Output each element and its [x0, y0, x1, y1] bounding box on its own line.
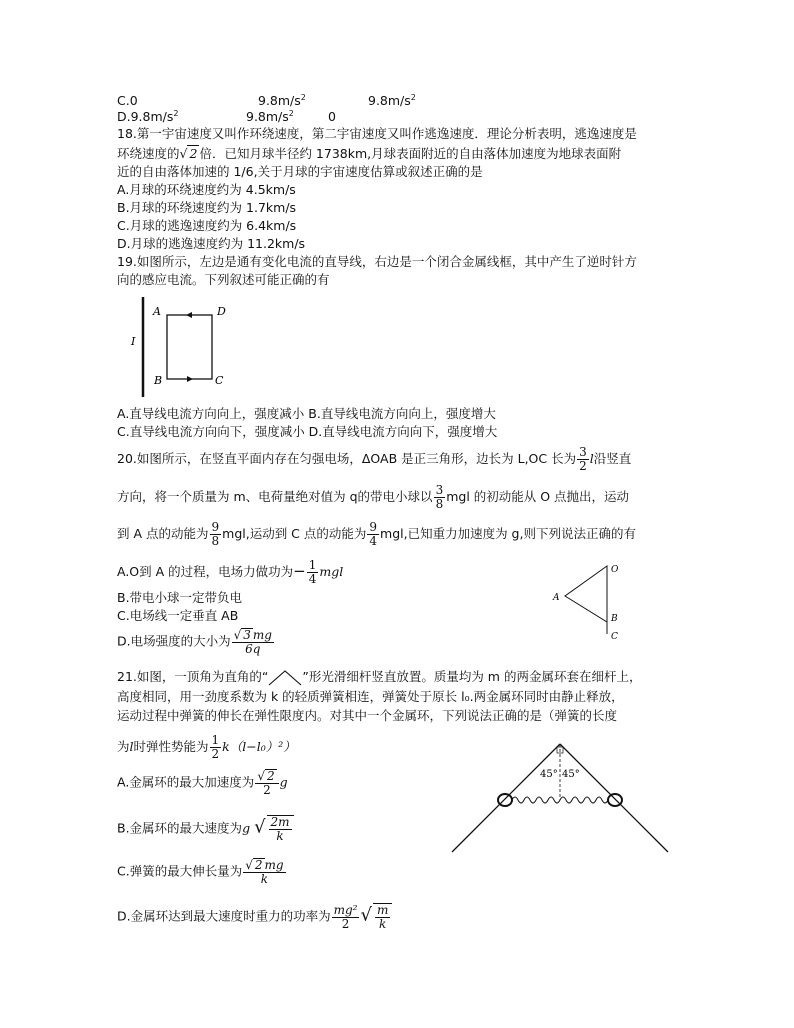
q18-stem-line1: 18.第一宇宙速度又叫作环绕速度，第二宇宙速度又叫作逃逸速度．理论分析表明，逃逸速度是 [117, 126, 637, 141]
q20-stem-line3: 到 A 点的动能为 $\frac{9}{8}$ mgl,运动到 C 点的动能为 $\frac{9}{4}$ mgl,已知重力加速度为 g,则下列说法正确的有 [117, 520, 636, 548]
q20-label-o: O [611, 565, 619, 575]
q19-label-b: B [154, 374, 163, 387]
q17-option-c: C.0 [117, 93, 138, 108]
q21-stem-line2: 高度相同，用一劲度系数为 k 的轻质弹簧相连，弹簧处于原长 l₀.两金属环同时由静止释放， [117, 689, 624, 704]
right-ring [608, 794, 622, 806]
left-ring [498, 794, 512, 806]
q20-option-d: D.电场强度的大小为 $\frac{√ 3 mg}{6q}$ [117, 628, 272, 656]
q21-option-b: B.金属环的最大速度为g √ $\frac{2m}{k}$ [117, 815, 295, 843]
q21-option-c: C.弹簧的最大伸长量为 $\frac{√ 2 mg}{k}$ [117, 858, 284, 886]
q20-triangle-diagram [545, 560, 625, 642]
q19-options-cd: C.直导线电流方向向下，强度减小 D.直导线电流方向向下，强度增大 [117, 424, 498, 439]
q21-stem-line1: 21.如图，一顶角为直角的“ ”形光滑细杆竖直放置。质量均为 m 的两金属环套在细杆上， [117, 669, 642, 684]
q20-stem-line2: 方向，将一个质量为 m、电荷量绝对值为 q的带电小球以 $\frac{3}{8}$ mgl 的初动能从 O 点抛出，运动 [117, 483, 630, 511]
left-rod [452, 744, 560, 852]
q19-stem-line1: 19.如图所示，左边是通有变化电流的直导线，右边是一个闭合金属线框，其中产生了逆时针方 [117, 254, 637, 269]
q21-stem-line4: 为l时弹性势能为 $\frac{1}{2}$ k（l−l₀）²） [117, 733, 296, 761]
q17-option-d: $D.9.8m/s^2$ [117, 108, 179, 124]
q18-stem-line3: 近的自由落体加速的 1/6,关于月球的宇宙速度估算或叙述正确的是 [117, 164, 483, 179]
q17-option-c-value-2: $9.8m/s^2$ [368, 92, 416, 108]
q21-option-a: A.金属环的最大加速度为 $\frac{√ 2}{2}$ g [117, 769, 288, 797]
arrow-top-icon [186, 312, 192, 318]
q18-option-c: C.月球的逃逸速度约为 6.4km/s [117, 218, 297, 233]
spring [512, 797, 608, 803]
arrow-bottom-icon [187, 376, 193, 382]
q20-stem-line1: 20.如图所示，在竖直平面内存在匀强电场，ΔOAB 是正三角形，边长为 L,OC 长为 $\frac{3}{2}$ l沿竖直 [117, 445, 632, 473]
q17-option-d-value-2: 0 [328, 109, 336, 124]
q21-option-d: D.金属环达到最大速度时重力的功率为 $\frac{\text{mg²}}{2}$ √ $\frac{m}{k}$ [117, 903, 393, 931]
q21-stem-line3: 运动过程中弹簧的伸长在弹性限度内。对其中一个金属环，下列说法正确的是（弹簧的长度 [117, 708, 618, 723]
q19-options-ab: A.直导线电流方向向上，强度减小 B.直导线电流方向向上，强度增大 [117, 406, 496, 421]
q19-label-i: I [131, 335, 136, 348]
q20-option-b: B.带电小球一定带负电 [117, 590, 243, 605]
q18-option-a: A.月球的环绕速度约为 4.5km/s [117, 182, 296, 197]
angle-left-label: 45° [540, 769, 558, 780]
q20-label-b: B [611, 614, 618, 624]
q20-option-c: C.电场线一定垂直 AB [117, 608, 239, 623]
q17-option-d-value-1: $9.8m/s^2$ [246, 108, 294, 124]
q19-label-a: A [153, 305, 161, 318]
inverted-v-icon [268, 670, 302, 686]
angle-right-label: 45° [562, 769, 580, 780]
q20-label-a: A [553, 593, 560, 603]
metal-frame [167, 315, 212, 379]
q18-stem-line2: 环绕速度的√ 2 倍．已知月球半径约 1738km,月球表面附近的自由落体加速度为地球表面附 [117, 146, 622, 161]
q20-label-c: C [611, 632, 618, 642]
q21-rod-spring-diagram [448, 740, 673, 865]
q19-label-d: D [217, 305, 226, 318]
q19-label-c: C [215, 374, 224, 387]
q19-circuit-diagram [125, 295, 245, 400]
q18-option-b: B.月球的环绕速度约为 1.7km/s [117, 200, 297, 215]
q19-stem-line2: 向的感应电流。下列叙述可能正确的有 [117, 272, 330, 287]
q20-option-a: A.O到 A 的过程，电场力做功为− $\frac{1}{4}$ mgl [117, 558, 344, 586]
q18-option-d: D.月球的逃逸速度约为 11.2km/s [117, 236, 306, 251]
q17-option-c-value-1: $9.8m/s^2$ [258, 92, 306, 108]
triangle-oab [565, 566, 607, 622]
